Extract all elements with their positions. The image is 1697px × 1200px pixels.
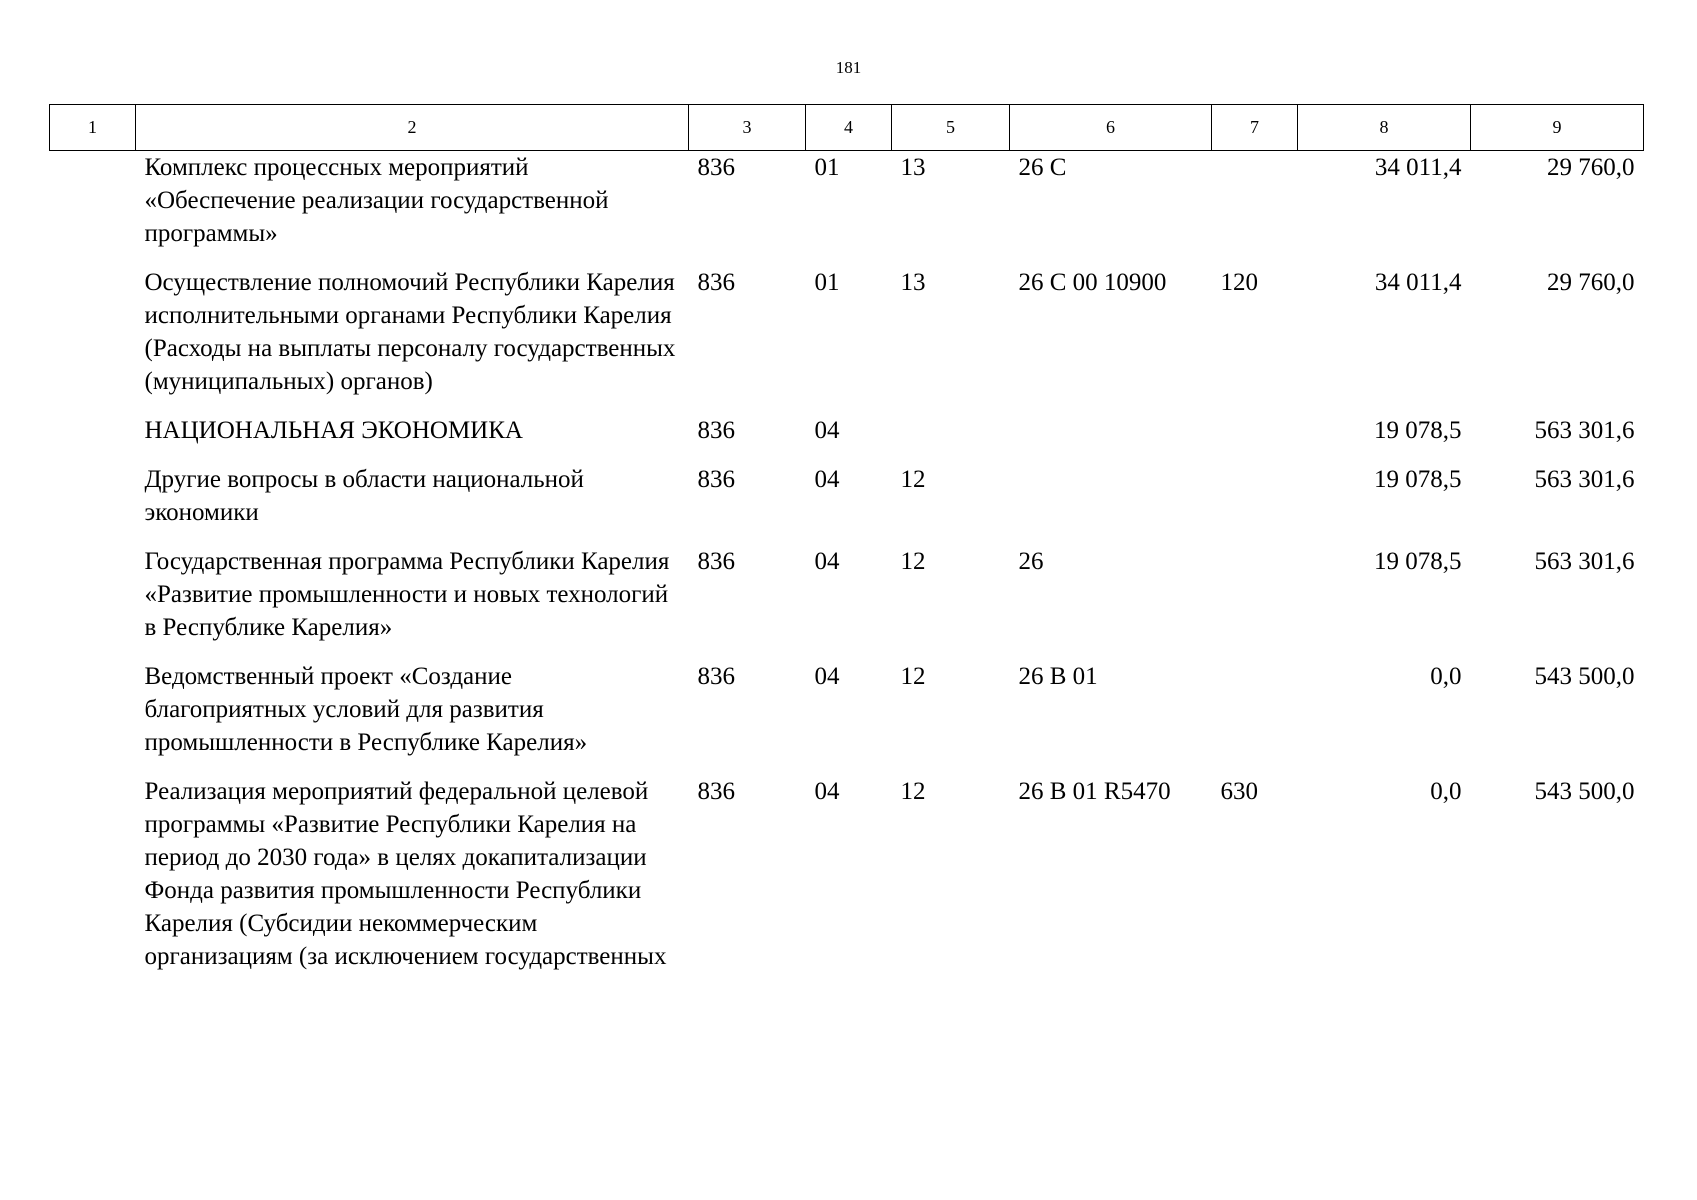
- table-row: [50, 151, 1644, 267]
- expense-type-cell: [1212, 414, 1298, 463]
- section-code-cell: 04: [814, 778, 840, 805]
- table-row: [50, 660, 1644, 775]
- budget-rows: [50, 151, 1644, 990]
- target-item-cell: 26 С 00 10900: [1018, 269, 1167, 296]
- column-header: 6: [1010, 105, 1212, 151]
- amount-col8-cell: 19 078,5: [1374, 548, 1462, 575]
- subsection-code-cell: 12: [900, 548, 926, 575]
- column-header: 3: [689, 105, 806, 151]
- row-name-cell: Ведомственный проект «Создание благоприятных условий для развития промышленности в Республике Карелия»: [144, 663, 588, 756]
- column-header: 8: [1298, 105, 1471, 151]
- column-header: 1: [50, 105, 136, 151]
- table-row: [50, 463, 1644, 545]
- section-code-cell: 01: [814, 269, 840, 296]
- table-row: [50, 775, 1644, 989]
- table-row: [50, 414, 1644, 463]
- target-item-cell: [1010, 463, 1212, 545]
- column-header: 5: [892, 105, 1010, 151]
- expense-type-cell: [1212, 545, 1298, 660]
- row-code-cell: [50, 775, 136, 989]
- amount-col9-cell: 563 301,6: [1534, 548, 1635, 575]
- expense-type-cell: 120: [1220, 269, 1258, 296]
- target-item-cell: 26 С: [1018, 154, 1067, 181]
- amount-col9-cell: 563 301,6: [1534, 466, 1635, 493]
- ministry-code-cell: 836: [697, 663, 735, 690]
- subsection-code-cell: [892, 414, 1010, 463]
- table-row: [50, 545, 1644, 660]
- amount-col9-cell: 29 760,0: [1547, 154, 1635, 181]
- column-header: 2: [136, 105, 689, 151]
- amount-col8-cell: 0,0: [1430, 663, 1462, 690]
- column-header: 4: [806, 105, 892, 151]
- row-name-cell: НАЦИОНАЛЬНАЯ ЭКОНОМИКА: [144, 417, 523, 444]
- subsection-code-cell: 13: [900, 154, 926, 181]
- target-item-cell: [1010, 414, 1212, 463]
- amount-col8-cell: 34 011,4: [1374, 154, 1462, 181]
- column-header: 7: [1212, 105, 1298, 151]
- target-item-cell: 26 В 01: [1018, 663, 1098, 690]
- section-code-cell: 01: [814, 154, 840, 181]
- amount-col8-cell: 19 078,5: [1374, 466, 1462, 493]
- ministry-code-cell: 836: [697, 269, 735, 296]
- amount-col9-cell: 543 500,0: [1534, 778, 1635, 805]
- row-code-cell: [50, 660, 136, 775]
- row-code-cell: [50, 545, 136, 660]
- subsection-code-cell: 12: [900, 778, 926, 805]
- subsection-code-cell: 12: [900, 663, 926, 690]
- expense-type-cell: [1212, 463, 1298, 545]
- section-code-cell: 04: [814, 548, 840, 575]
- target-item-cell: 26 В 01 R5470: [1018, 778, 1171, 805]
- row-code-cell: [50, 151, 136, 267]
- row-code-cell: [50, 414, 136, 463]
- subsection-code-cell: 12: [900, 466, 926, 493]
- expense-type-cell: 630: [1220, 778, 1258, 805]
- row-name-cell: Комплекс процессных мероприятий «Обеспечение реализации государственной программы»: [144, 154, 609, 247]
- expense-type-cell: [1212, 660, 1298, 775]
- row-code-cell: [50, 266, 136, 414]
- ministry-code-cell: 836: [697, 466, 735, 493]
- amount-col8-cell: 0,0: [1430, 778, 1462, 805]
- amount-col9-cell: 29 760,0: [1547, 269, 1635, 296]
- page-number: 181: [835, 58, 862, 77]
- budget-table: [49, 104, 1644, 989]
- amount-col9-cell: 563 301,6: [1534, 417, 1635, 444]
- row-name-cell: Осуществление полномочий Республики Карелия исполнительными органами Республики Карелия (Расходы на выплаты персоналу государственных (муниципальных) органов): [144, 269, 676, 395]
- column-number-row: [50, 105, 1644, 151]
- section-code-cell: 04: [814, 466, 840, 493]
- ministry-code-cell: 836: [697, 154, 735, 181]
- amount-col8-cell: 34 011,4: [1374, 269, 1462, 296]
- ministry-code-cell: 836: [697, 778, 735, 805]
- row-name-cell: Государственная программа Республики Карелия «Развитие промышленности и новых технологий в Республике Карелия»: [144, 548, 670, 641]
- subsection-code-cell: 13: [900, 269, 926, 296]
- column-header: 9: [1471, 105, 1644, 151]
- amount-col9-cell: 543 500,0: [1534, 663, 1635, 690]
- ministry-code-cell: 836: [697, 417, 735, 444]
- ministry-code-cell: 836: [697, 548, 735, 575]
- target-item-cell: 26: [1018, 548, 1044, 575]
- table-row: [50, 266, 1644, 414]
- row-name-cell: Другие вопросы в области национальной экономики: [144, 466, 584, 526]
- row-name-cell: Реализация мероприятий федеральной целевой программы «Развитие Республики Карелия на период до 2030 года» в целях докапитализации Фонда развития промышленности Республики Карелия (Субсидии некоммерческим организациям (за исключением государственных: [144, 778, 667, 970]
- expense-type-cell: [1212, 151, 1298, 267]
- section-code-cell: 04: [814, 417, 840, 444]
- amount-col8-cell: 19 078,5: [1374, 417, 1462, 444]
- row-code-cell: [50, 463, 136, 545]
- section-code-cell: 04: [814, 663, 840, 690]
